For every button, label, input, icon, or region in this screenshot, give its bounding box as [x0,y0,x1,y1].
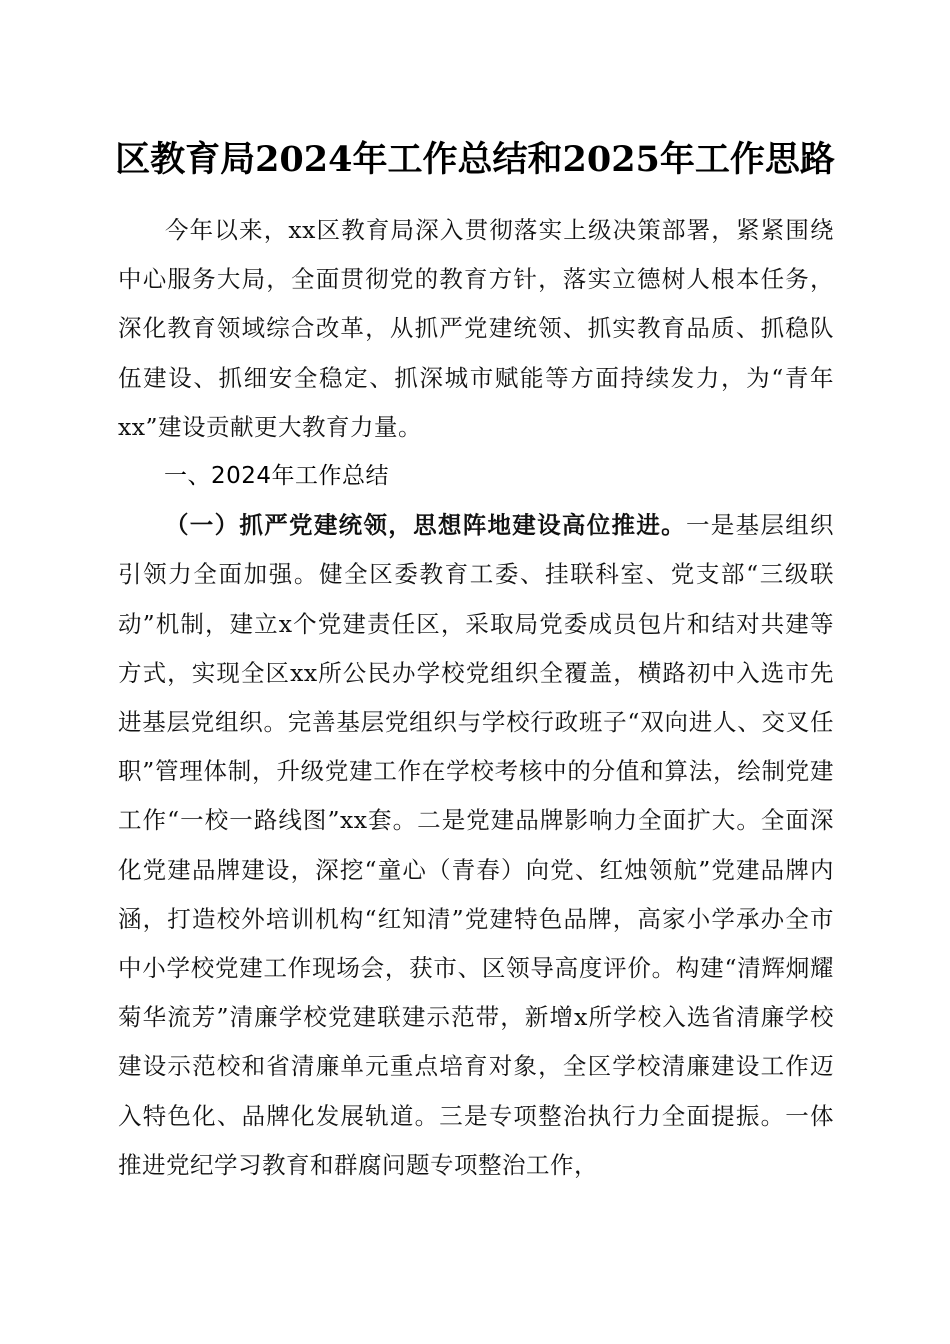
document-title: 区教育局2024年工作总结和2025年工作思路 [115,139,835,180]
document-body [118,206,834,1190]
subsection-paragraph [118,501,834,1190]
subsection-body: 一是基层组织引领力全面加强。健全区委教育工委、挂联科室、党支部“三级联动”机制，建立x个党建责任区，采取局党委成员包片和结对共建等方式，实现全区xx所公民办学校党组织全覆盖，横路初中入选市先进基层党组织。完善基层党组织与学校行政班子“双向进人、交叉任职”管理体制，升级党建工作在学校考核中的分值和算法，绘制党建工作“一校一路线图”xx套。二是党建品牌影响力全面扩大。全面深化党建品牌建设，深挖“童心（青春）向党、红烛领航”党建品牌内涵，打造校外培训机构“红知清”党建特色品牌，高家小学承办全市中小学校党建工作现场会，获市、区领导高度评价。构建“清辉炯耀菊华流芳”清廉学校党建联建示范带，新增x所学校入选省清廉学校建设示范校和省清廉单元重点培育对象，全区学校清廉建设工作迈入特色化、品牌化发展轨道。三是专项整治执行力全面提振。一体推进党纪学习教育和群腐问题专项整治工作， [118,511,835,1179]
section-heading: 一、2024年工作总结 [164,463,390,490]
intro-paragraph: 今年以来，xx区教育局深入贯彻落实上级决策部署，紧紧围绕中心服务大局，全面贯彻党的教育方针，落实立德树人根本任务，深化教育领域综合改革，从抓严党建统领、抓实教育品质、抓稳队伍建设、抓细安全稳定、抓深城市赋能等方面持续发力，为“青年xx”建设贡献更大教育力量。 [118,216,834,441]
subsection-lead: （一）抓严党建统领，思想阵地建设高位推进。 [165,511,686,540]
